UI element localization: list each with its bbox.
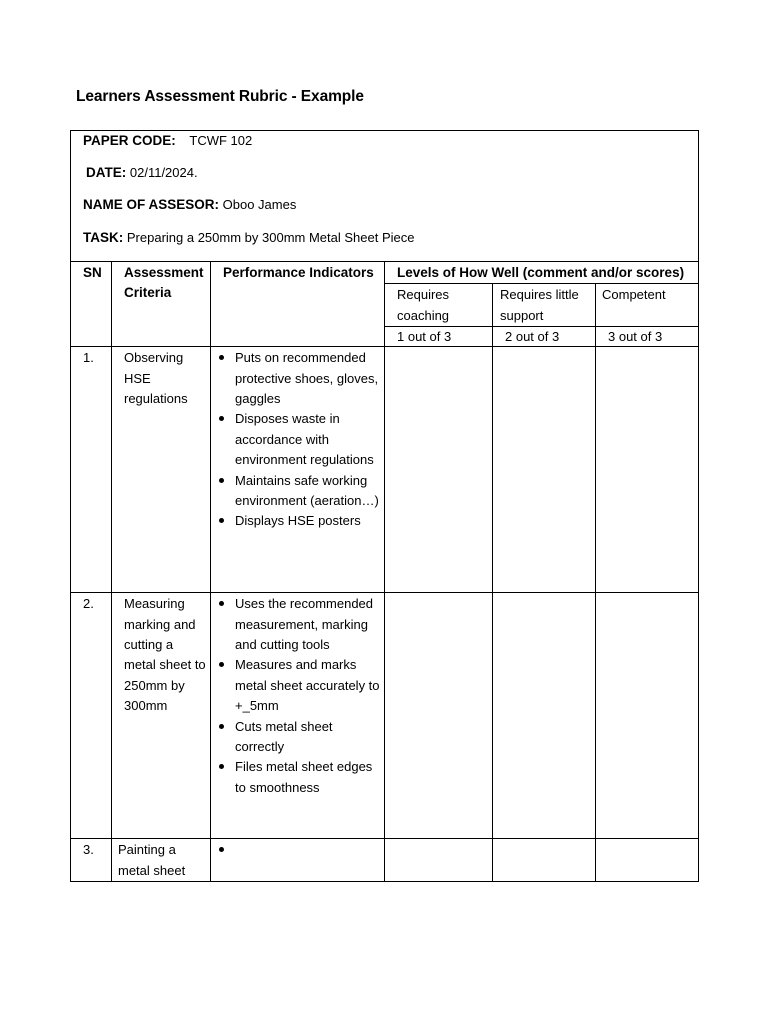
- score-cell-little-support[interactable]: [493, 593, 596, 839]
- indicator-item: Cuts metal sheet correctly: [217, 717, 380, 758]
- score-cell-coaching[interactable]: [385, 347, 493, 593]
- date-value: 02/11/2024.: [129, 165, 198, 180]
- info-cell: [71, 131, 699, 262]
- row-indicators: [211, 593, 385, 839]
- row-indicators: [211, 839, 385, 882]
- row-criteria: Observing HSE regulations: [112, 347, 211, 593]
- score-cell-coaching[interactable]: [385, 839, 493, 882]
- task-value: Preparing a 250mm by 300mm Metal Sheet Piece: [126, 230, 415, 245]
- header-row: [71, 262, 699, 284]
- task-label: TASK:: [83, 230, 124, 245]
- assessor-label: NAME OF ASSESOR:: [83, 197, 220, 212]
- score-cell-competent[interactable]: [596, 839, 699, 882]
- info-row: [71, 131, 699, 262]
- header-assessment-criteria: Assessment Criteria: [112, 262, 211, 347]
- indicator-item: [217, 840, 380, 860]
- indicator-item: Disposes waste in accordance with environment regulations: [217, 409, 380, 470]
- indicator-item: Displays HSE posters: [217, 511, 380, 531]
- row-sn: 3.: [71, 839, 112, 882]
- assessor-value: Oboo James: [222, 197, 297, 212]
- document-title: Learners Assessment Rubric - Example: [76, 88, 364, 105]
- level-label: Competent: [596, 284, 699, 327]
- table-row: [71, 347, 699, 593]
- level-label: Requires coaching: [385, 284, 493, 327]
- date-line: [86, 163, 198, 183]
- row-criteria: Measuring marking and cutting a metal sheet to 250mm by 300mm: [112, 593, 211, 839]
- level-score: 3 out of 3: [596, 327, 699, 347]
- assessor-line: [83, 195, 296, 215]
- score-cell-little-support[interactable]: [493, 839, 596, 882]
- table-row: [71, 839, 699, 882]
- level-label: Requires little support: [493, 284, 596, 327]
- header-levels: Levels of How Well (comment and/or scores): [385, 262, 699, 284]
- row-sn: 2.: [71, 593, 112, 839]
- indicator-item: Puts on recommended protective shoes, gloves, gaggles: [217, 348, 380, 409]
- score-cell-little-support[interactable]: [493, 347, 596, 593]
- indicator-item: Files metal sheet edges to smoothness: [217, 757, 380, 798]
- date-label: DATE:: [86, 165, 127, 180]
- paper-code-value: TCWF 102: [189, 133, 253, 148]
- header-sn: SN: [71, 262, 112, 347]
- score-cell-competent[interactable]: [596, 347, 699, 593]
- row-criteria: Painting a metal sheet: [112, 839, 211, 882]
- indicator-item: Measures and marks metal sheet accurately to +_5mm: [217, 655, 380, 716]
- task-line: [83, 228, 414, 248]
- score-cell-competent[interactable]: [596, 593, 699, 839]
- paper-code-line: [83, 131, 252, 151]
- row-sn: 1.: [71, 347, 112, 593]
- indicator-item: Maintains safe working environment (aeration…): [217, 471, 380, 512]
- table-row: [71, 593, 699, 839]
- level-score: 1 out of 3: [385, 327, 493, 347]
- indicator-item: Uses the recommended measurement, marking and cutting tools: [217, 594, 380, 655]
- row-indicators: [211, 347, 385, 593]
- assessment-rubric-table: [70, 130, 699, 882]
- header-performance-indicators: Performance Indicators: [211, 262, 385, 347]
- paper-code-label: PAPER CODE:: [83, 133, 176, 148]
- level-score: 2 out of 3: [493, 327, 596, 347]
- score-cell-coaching[interactable]: [385, 593, 493, 839]
